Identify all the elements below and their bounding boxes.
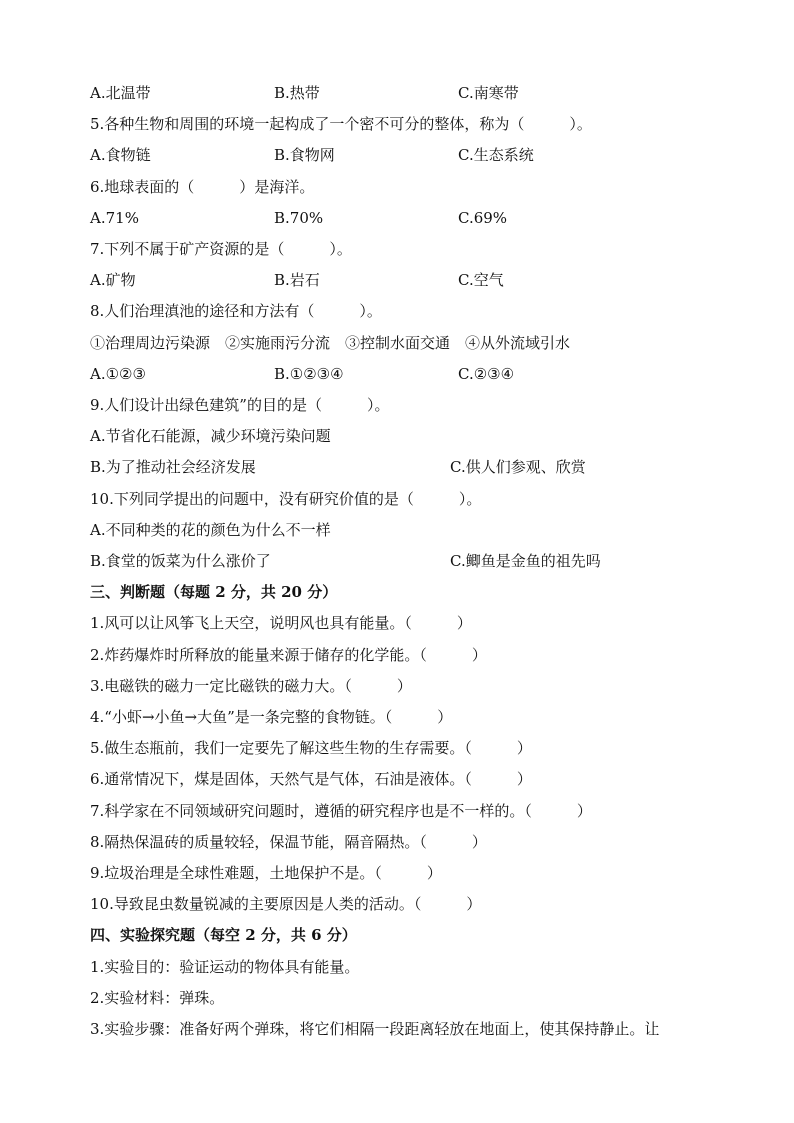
question-line: 3.实验步骤：准备好两个弹珠，将它们相隔一段距离轻放在地面上，使其保持静止。让 (90, 1020, 660, 1038)
option-a: A.食物链 (90, 146, 151, 165)
option-b: B.70% (274, 208, 324, 227)
question-line: 2.炸药爆炸时所释放的能量来源于储存的化学能。（ ） (90, 645, 487, 664)
question-line: 9.垃圾治理是全球性难题，土地保护不是。（ ） (90, 864, 442, 882)
question-line: 4.“小虾→小鱼→大鱼”是一条完整的食物链。（ ） (90, 708, 453, 726)
question-line: A.节省化石能源，减少环境污染问题 (90, 427, 331, 446)
option-a: A.①②③ (90, 364, 146, 383)
question-line: 8.人们治理滇池的途径和方法有（ ）。 (90, 302, 382, 321)
section-heading: 三、判断题（每题 2 分，共 20 分） (90, 583, 338, 602)
option-b: B.食物网 (274, 146, 335, 165)
section-heading: 四、实验探究题（每空 2 分，共 6 分） (90, 926, 357, 945)
question-line: 7.下列不属于矿产资源的是（ ）。 (90, 240, 352, 258)
option-b: B.岩石 (274, 271, 320, 290)
question-line: 5.做生态瓶前，我们一定要先了解这些生物的生存需要。（ ） (90, 739, 532, 758)
option-c: C.69% (458, 208, 508, 227)
question-line: 7.科学家在不同领域研究问题时，遵循的研究程序也是不一样的。（ ） (90, 801, 592, 820)
option-a: A.71% (90, 208, 139, 227)
option-c: C.供人们参观、欣赏 (450, 458, 586, 477)
question-line: 6.通常情况下，煤是固体，天然气是气体，石油是液体。（ ） (90, 770, 532, 789)
question-line: 8.隔热保温砖的质量较轻，保温节能，隔音隔热。（ ） (90, 832, 487, 851)
option-b: B.热带 (274, 84, 320, 102)
question-line: 10.下列同学提出的问题中，没有研究价值的是（ ）。 (90, 489, 482, 508)
question-line: 10.导致昆虫数量锐减的主要原因是人类的活动。（ ） (90, 895, 482, 914)
question-line: 6.地球表面的（ ）是海洋。 (90, 177, 315, 196)
question-line: 1.实验目的：验证运动的物体具有能量。 (90, 957, 360, 976)
option-a: B.食堂的饭菜为什么涨价了 (90, 552, 271, 570)
question-line: ①治理周边污染源 ②实施雨污分流 ③控制水面交通 ④从外流域引水 (90, 333, 571, 352)
question-line: 1.风可以让风筝飞上天空，说明风也具有能量。（ ） (90, 614, 472, 633)
option-c: C.空气 (458, 271, 504, 290)
option-c: C.生态系统 (458, 146, 534, 165)
question-line: 9.人们设计出绿色建筑”的目的是（ ）。 (90, 396, 390, 414)
question-line: 3.电磁铁的磁力一定比磁铁的磁力大。（ ） (90, 676, 412, 695)
option-a: A.北温带 (90, 84, 151, 102)
question-line: A.不同种类的花的颜色为什么不一样 (90, 520, 331, 539)
option-a: A.矿物 (90, 271, 136, 290)
option-c: C.②③④ (458, 364, 515, 383)
question-line: 5.各种生物和周围的环境一起构成了一个密不可分的整体，称为（ ）。 (90, 115, 592, 134)
option-c: C.鲫鱼是金鱼的祖先吗 (450, 552, 601, 570)
question-line: 2.实验材料：弹珠。 (90, 988, 225, 1007)
option-b: B.①②③④ (274, 364, 344, 383)
option-c: C.南寒带 (458, 84, 519, 102)
option-a: B.为了推动社会经济发展 (90, 458, 256, 477)
